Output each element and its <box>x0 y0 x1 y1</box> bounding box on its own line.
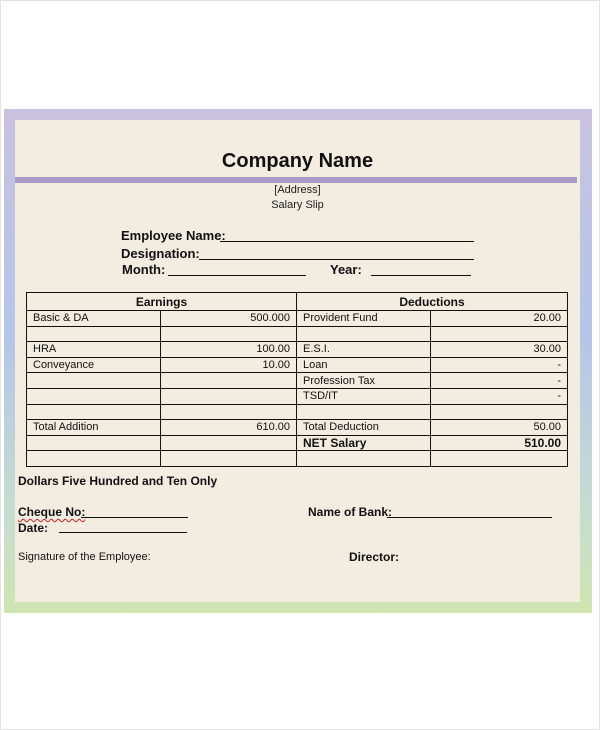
earning-label <box>27 373 161 389</box>
title-divider <box>15 177 577 183</box>
earning-label: Conveyance <box>27 357 161 373</box>
designation-label: Designation: <box>121 246 200 261</box>
deduction-label <box>297 404 431 420</box>
deduction-amount <box>431 326 568 342</box>
deduction-amount: 20.00 <box>431 311 568 327</box>
amount-in-words: Dollars Five Hundred and Ten Only <box>18 474 218 488</box>
director-label: Director: <box>349 550 400 564</box>
table-row <box>27 435 568 451</box>
table-row <box>27 404 568 420</box>
deduction-amount <box>431 451 568 467</box>
employee-signature-label: Signature of the Employee: <box>18 551 151 563</box>
deduction-label: Loan <box>297 357 431 373</box>
net-salary-amount: 510.00 <box>431 435 568 451</box>
earning-label: Basic & DA <box>27 311 161 327</box>
table-header-row <box>27 293 568 311</box>
deduction-label: Profession Tax <box>297 373 431 389</box>
deduction-label <box>297 451 431 467</box>
table-row <box>27 373 568 389</box>
deduction-amount: - <box>431 373 568 389</box>
earning-amount <box>161 373 297 389</box>
earning-label <box>27 326 161 342</box>
earning-amount <box>161 451 297 467</box>
month-label: Month: <box>122 262 166 277</box>
total-deduction-amount: 50.00 <box>431 420 568 436</box>
deduction-label: E.S.I. <box>297 342 431 358</box>
earnings-header: Earnings <box>27 293 297 311</box>
table-row <box>27 388 568 404</box>
cheque-line[interactable] <box>81 517 188 518</box>
deduction-label <box>297 326 431 342</box>
slip-title: Salary Slip <box>271 199 324 211</box>
earning-amount: 500.000 <box>161 311 297 327</box>
deduction-amount: - <box>431 388 568 404</box>
year-line[interactable] <box>371 275 471 276</box>
table-row <box>27 311 568 327</box>
date-line[interactable] <box>59 532 187 533</box>
cheque-label: Cheque No: <box>18 505 86 519</box>
earning-amount <box>161 326 297 342</box>
table-row <box>27 451 568 467</box>
month-line[interactable] <box>168 275 306 276</box>
net-salary-label: NET Salary <box>297 435 431 451</box>
earning-amount <box>161 388 297 404</box>
date-label: Date: <box>18 521 49 535</box>
total-addition-label: Total Addition <box>27 420 161 436</box>
earning-label <box>27 388 161 404</box>
salary-table <box>26 292 568 467</box>
deductions-header: Deductions <box>297 293 568 311</box>
earning-amount <box>161 435 297 451</box>
earning-label <box>27 435 161 451</box>
company-name: Company Name <box>221 150 374 172</box>
total-deduction-label: Total Deduction <box>297 420 431 436</box>
bank-line[interactable] <box>387 517 552 518</box>
bank-label: Name of Bank: <box>308 505 393 519</box>
earning-amount: 10.00 <box>161 357 297 373</box>
deduction-label: TSD/IT <box>297 388 431 404</box>
total-addition-amount: 610.00 <box>161 420 297 436</box>
employee-name-label: Employee Name: <box>121 228 226 243</box>
company-address: [Address] <box>274 184 321 196</box>
salary-slip <box>15 120 580 602</box>
designation-line[interactable] <box>199 259 474 260</box>
table-row <box>27 342 568 358</box>
deduction-amount: - <box>431 357 568 373</box>
earning-label <box>27 451 161 467</box>
table-row <box>27 357 568 373</box>
earning-label <box>27 404 161 420</box>
deduction-amount <box>431 404 568 420</box>
deduction-label: Provident Fund <box>297 311 431 327</box>
table-row <box>27 326 568 342</box>
year-label: Year: <box>330 262 362 277</box>
earning-amount <box>161 404 297 420</box>
employee-name-line[interactable] <box>220 241 474 242</box>
earning-label: HRA <box>27 342 161 358</box>
earning-amount: 100.00 <box>161 342 297 358</box>
deduction-amount: 30.00 <box>431 342 568 358</box>
table-row <box>27 420 568 436</box>
